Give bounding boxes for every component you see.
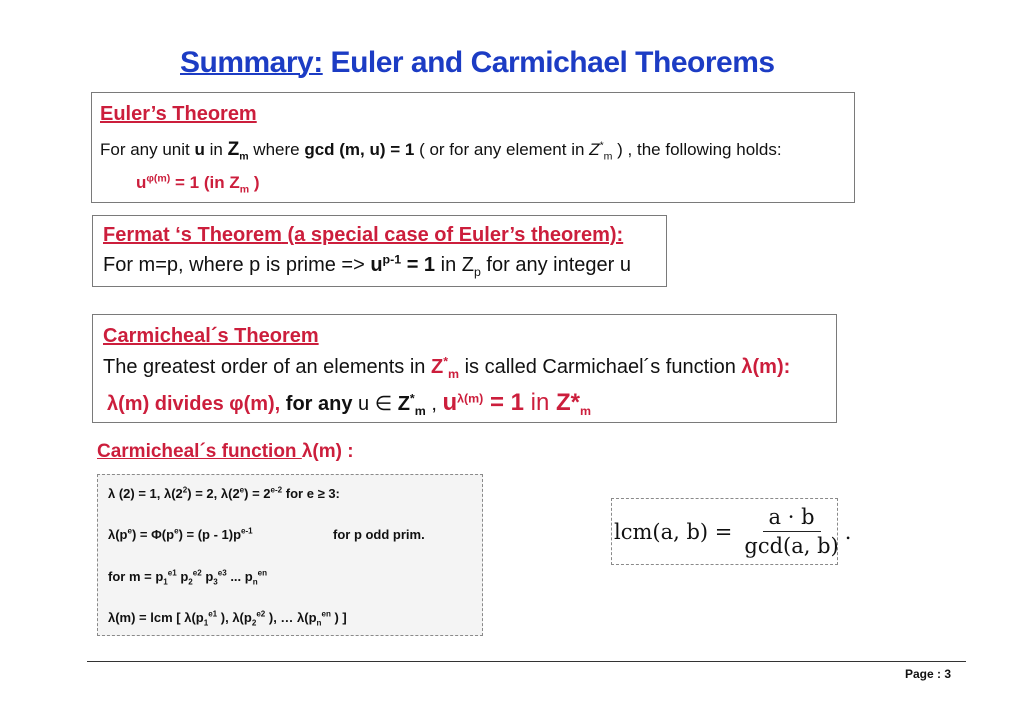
- formulas-box: [97, 474, 483, 636]
- lcm-formula-box: [611, 498, 852, 565]
- euler-formula: $u^{\varphi(m)} = 1$ (in $Z_m$ ): [136, 172, 260, 196]
- lcm-formula: lcm(a, b) = $\frac{a \cdot b}{\gcd(a, b)}$ .: [614, 505, 852, 558]
- footer-divider: [87, 661, 966, 662]
- title-keyword: Summary:: [180, 46, 323, 79]
- fermat-theorem-box: [92, 215, 667, 287]
- lcm-numerator: a · b: [763, 505, 821, 532]
- euler-heading: Euler’s Theorem: [100, 103, 257, 125]
- carmichael-formula: λ(m) divides φ(m), for any u ∈ $Z^*_m$ , $u^{\lambda(m)} = 1$ in $Z*_m$: [107, 389, 592, 418]
- fermat-heading-line: [103, 224, 623, 247]
- fermat-statement: For m=p, where p is prime => $u^{p-1} = 1$ in $Z_p$ for any integer u: [103, 252, 631, 279]
- title-rest: Euler and Carmichael Theorems: [322, 46, 775, 79]
- fermat-heading: Fermat ‘s Theorem: [103, 224, 282, 246]
- carmichael-heading: Carmicheal´s Theorem: [103, 325, 319, 347]
- carmichael-theorem-box: [92, 314, 837, 423]
- lcm-denominator: gcd(a, b): [744, 534, 839, 558]
- formula-row-2-note: for p odd prim.: [333, 527, 425, 542]
- carmichael-function-heading: Carmicheal´s function λ(m) :: [97, 441, 354, 462]
- page-number: Page : 3: [905, 667, 952, 681]
- euler-statement: For any unit u in $Z_m$ where gcd (m, u) = 1 ( or for any element in $Z^*_m$ ) , the following holds:: [100, 139, 782, 163]
- carmichael-statement: The greatest order of an elements in $Z^*_m$ is called Carmichael´s function λ(m):: [103, 354, 791, 381]
- formula-row-3: for $m = p_1^{e1}$ $p_2^{e2}$ $p_3^{e3}$ ... $p_n^{en}$: [108, 568, 268, 587]
- formula-row-4: λ(m) = lcm [ $\lambda(p_1^{e1}$ ), $\lambda(p_2^{e2}$ ), … $\lambda(p_n^{en}$ ) ]: [108, 609, 347, 628]
- page-title: [180, 46, 775, 80]
- formula-row-2: $\lambda(p^e) = \Phi(p^e) = (p - 1)p^{e-1}$: [108, 526, 253, 542]
- fermat-subheading: (a special case of Euler’s theorem):: [281, 224, 624, 246]
- formula-row-1: λ (2) = 1, $\lambda(2^2) = 2$, $\lambda(2^e) = 2^{e-2}$ for e ≥ 3:: [108, 485, 340, 501]
- euler-theorem-box: [91, 92, 855, 203]
